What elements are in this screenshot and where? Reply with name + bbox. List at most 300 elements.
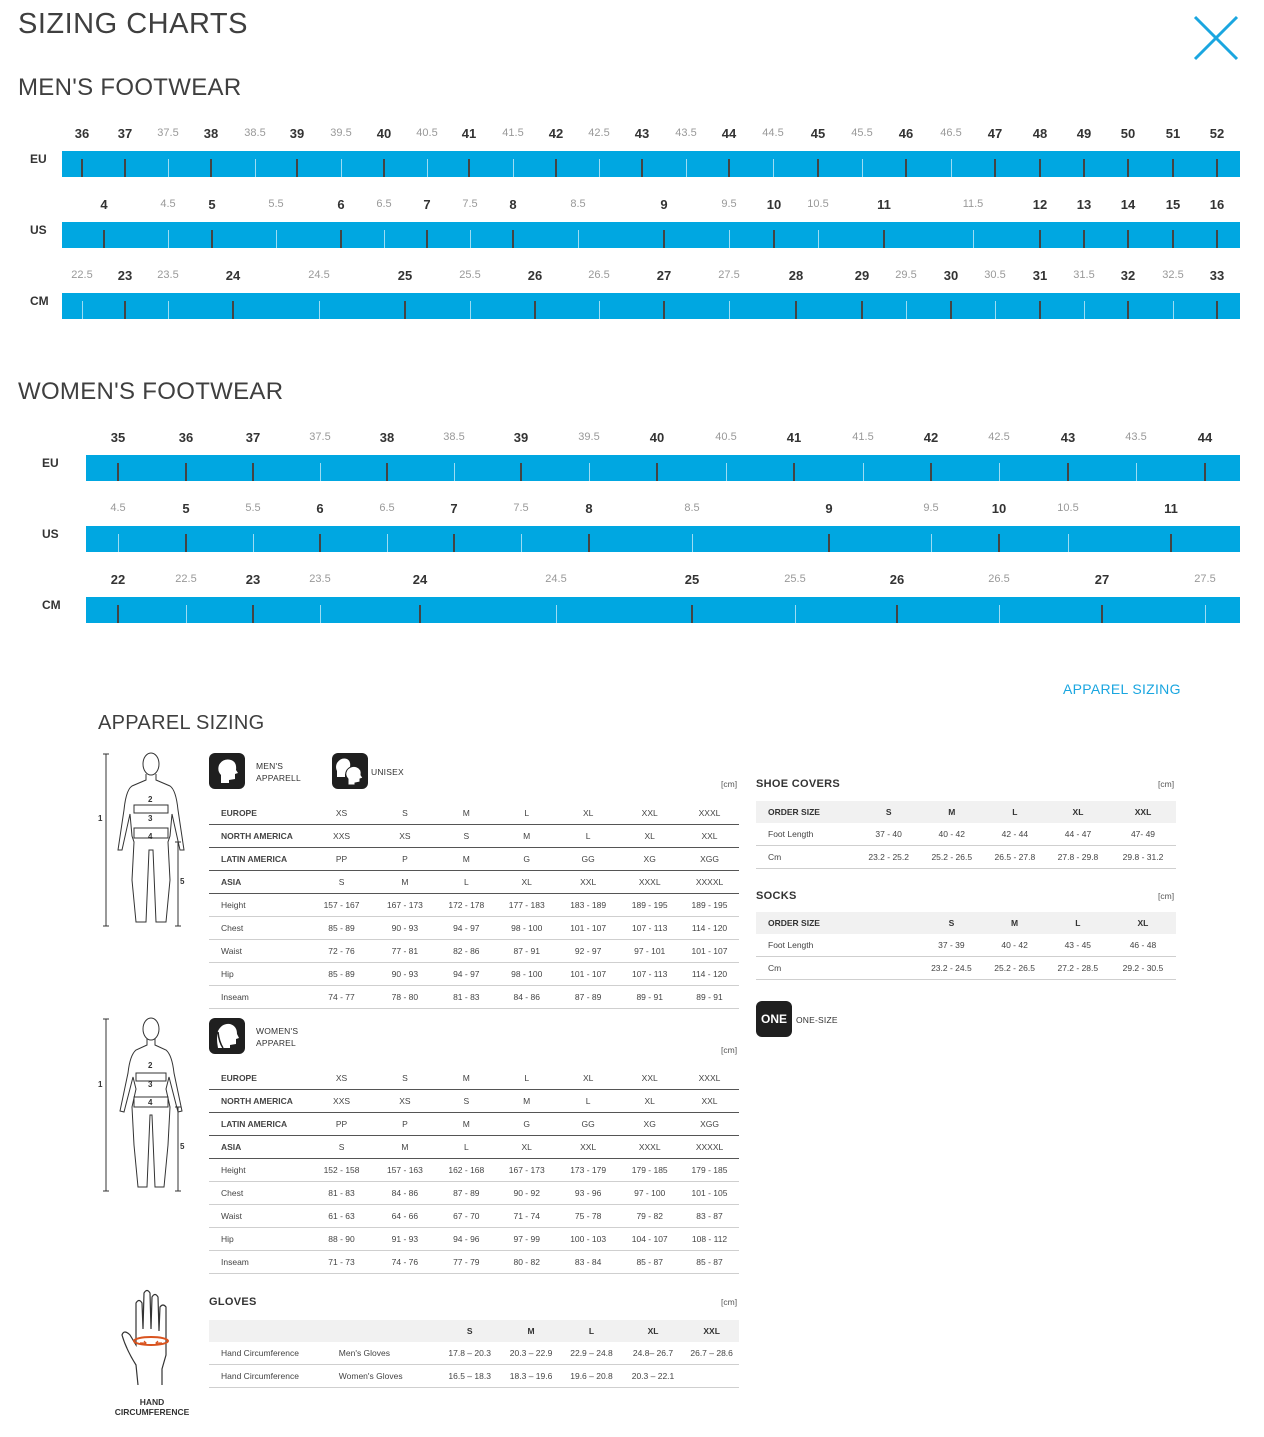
table-cell: 97 - 101 [619, 940, 680, 963]
womens-size-tick [1101, 605, 1103, 623]
mens-size-tick [383, 159, 385, 177]
table-cell: 27.2 - 28.5 [1046, 957, 1110, 980]
table-cell: LATIN AMERICA [209, 848, 309, 871]
mens-size-tick [470, 301, 471, 319]
table-cell: 84 - 86 [497, 986, 557, 1009]
mens-size-label: 45.5 [851, 127, 873, 139]
womens-size-label: 27.5 [1194, 573, 1216, 585]
table-cell: XS [374, 825, 436, 848]
mens-size-label: 37.5 [157, 127, 179, 139]
womens-size-tick [252, 605, 254, 623]
womens-size-tick [185, 534, 187, 552]
mens-size-tick [341, 159, 342, 177]
socks-title: SOCKS [756, 890, 797, 902]
womens-size-label: 41.5 [852, 431, 874, 443]
table-cell: L [497, 1067, 557, 1090]
table-cell: 101 - 107 [680, 940, 739, 963]
womens-size-tick [999, 463, 1000, 481]
mens-size-tick [168, 230, 169, 248]
mens-size-label: 30 [943, 268, 959, 283]
mens-size-tick [255, 159, 256, 177]
womens-scale-label-cm: CM [42, 598, 61, 612]
table-cell: M [497, 825, 557, 848]
mens-scale-bar-us [62, 222, 1240, 248]
mens-size-label: 44 [721, 126, 737, 141]
table-row [209, 1182, 739, 1205]
mens-size-label: 22.5 [71, 269, 93, 281]
table-cell: S [309, 871, 373, 894]
table-cell: Waist [209, 940, 309, 963]
figure-label-4: 4 [148, 832, 153, 841]
womens-size-label: 40 [649, 430, 665, 445]
mens-size-label: 5 [208, 197, 216, 212]
table-cell: XXL [619, 802, 680, 825]
womens-size-tick [387, 534, 388, 552]
table-cell: 114 - 120 [680, 963, 739, 986]
table-row [209, 1342, 739, 1365]
table-cell: M [436, 848, 496, 871]
table-cell: 98 - 100 [497, 917, 557, 940]
womens-size-tick [1067, 463, 1069, 481]
table-cell: L [436, 1136, 496, 1159]
table-cell: S [436, 825, 496, 848]
mens-size-tick [1172, 159, 1174, 177]
table-cell: 90 - 93 [374, 917, 436, 940]
table-cell: S [309, 1136, 373, 1159]
table-cell: Cm [756, 957, 858, 980]
womens-scale-bar-cm [86, 597, 1240, 623]
table-cell: 189 - 195 [680, 894, 739, 917]
womens-size-label: 37.5 [309, 431, 331, 443]
table-cell: PP [309, 1113, 373, 1136]
mens-size-label: 11 [877, 197, 891, 212]
table-cell: 74 - 76 [374, 1251, 436, 1274]
socks-unit-label: [cm] [1158, 891, 1175, 901]
womens-size-label: 11 [1164, 501, 1178, 516]
womens-size-label: 9.5 [923, 502, 939, 514]
mens-size-label: 29.5 [895, 269, 917, 281]
table-cell: 29.2 - 30.5 [1110, 957, 1176, 980]
table-cell: Waist [209, 1205, 309, 1228]
mens-size-tick [555, 159, 557, 177]
womens-size-label: 22.5 [175, 573, 197, 585]
table-cell: XGG [680, 1113, 739, 1136]
table-cell: 88 - 90 [309, 1228, 373, 1251]
womens-size-tick [252, 463, 254, 481]
table-cell: 40 - 42 [920, 823, 984, 846]
mens-size-label: 8.5 [570, 198, 586, 210]
table-cell: XL [622, 1320, 685, 1342]
mens-size-tick [973, 230, 974, 248]
apparel-sizing-link[interactable]: APPAREL SIZING [1063, 681, 1181, 697]
table-cell: NORTH AMERICA [209, 1090, 309, 1113]
mens-size-label: 51 [1165, 126, 1181, 141]
table-cell: XL [1046, 801, 1110, 823]
mens-size-label: 11.5 [962, 198, 984, 210]
table-cell: 46 - 48 [1110, 934, 1176, 957]
table-cell: 152 - 158 [309, 1159, 373, 1182]
table-cell: M [436, 1113, 496, 1136]
womens-size-label: 37 [245, 430, 261, 445]
mens-size-label: 40 [376, 126, 392, 141]
table-cell: XXL [680, 1090, 739, 1113]
table-cell: Men's Gloves [339, 1342, 439, 1365]
mens-size-label: 9.5 [721, 198, 737, 210]
table-cell: 16.5 – 18.3 [438, 1365, 500, 1388]
close-button[interactable] [1192, 14, 1240, 62]
womens-size-label: 42.5 [988, 431, 1010, 443]
womens-size-tick [186, 605, 187, 623]
table-cell: GG [557, 1113, 619, 1136]
womens-size-label: 26 [889, 572, 905, 587]
mens-size-tick [861, 301, 863, 319]
mens-size-label: 48 [1032, 126, 1048, 141]
mens-size-label: 46 [898, 126, 914, 141]
mens-size-tick [232, 301, 234, 319]
womens-scale-bar-eu [86, 455, 1240, 481]
gloves-table [209, 1320, 739, 1388]
close-icon [1192, 14, 1240, 62]
womens-size-label: 39 [513, 430, 529, 445]
mens-size-label: 32 [1120, 268, 1136, 283]
womens-size-label: 7.5 [513, 502, 529, 514]
table-cell: NORTH AMERICA [209, 825, 309, 848]
womens-size-tick [1068, 534, 1069, 552]
mens-size-label: 26.5 [588, 269, 610, 281]
table-cell: XXXL [680, 802, 739, 825]
womens-size-tick [454, 463, 455, 481]
table-cell: 108 - 112 [680, 1228, 739, 1251]
mens-size-tick [319, 301, 320, 319]
mens-size-tick [1216, 159, 1218, 177]
womens-size-label: 39.5 [578, 431, 600, 443]
mens-size-tick [384, 230, 385, 248]
mens-size-tick [641, 159, 643, 177]
womens-size-label: 43 [1060, 430, 1076, 445]
mens-size-label: 9 [660, 197, 668, 212]
table-cell: XG [619, 1113, 680, 1136]
table-cell: XXL [557, 871, 619, 894]
table-cell: EUROPE [209, 802, 309, 825]
table-cell: 179 - 185 [680, 1159, 739, 1182]
mens-size-label: 52 [1209, 126, 1225, 141]
mens-size-tick [817, 159, 819, 177]
mens-size-label: 47 [987, 126, 1003, 141]
mens-size-tick [1084, 301, 1085, 319]
mens-size-label: 37 [117, 126, 133, 141]
womens-size-tick [692, 534, 693, 552]
table-cell: 97 - 100 [619, 1182, 680, 1205]
table-row [209, 986, 739, 1009]
table-row [209, 848, 739, 871]
table-cell: 101 - 107 [557, 963, 619, 986]
mens-size-tick [818, 230, 819, 248]
mens-size-tick [1216, 230, 1218, 248]
table-cell: M [436, 802, 496, 825]
womens-size-tick [1136, 463, 1137, 481]
table-cell: 81 - 83 [436, 986, 496, 1009]
mens-size-tick [599, 301, 600, 319]
table-row [209, 940, 739, 963]
mens-size-label: 49 [1076, 126, 1092, 141]
mens-size-label: 31.5 [1073, 269, 1095, 281]
mens-size-tick [427, 159, 428, 177]
mens-size-tick [426, 230, 428, 248]
table-cell: XL [1110, 912, 1176, 934]
male-head-icon [209, 753, 245, 789]
mens-size-tick [995, 301, 996, 319]
table-row [209, 1228, 739, 1251]
mens-size-label: 24.5 [308, 269, 330, 281]
womens-size-tick [118, 534, 119, 552]
figure-label-3: 3 [148, 814, 153, 823]
table-cell: L [1046, 912, 1110, 934]
table-cell: 42 - 44 [984, 823, 1046, 846]
table-cell: 89 - 91 [619, 986, 680, 1009]
mens-size-label: 29 [854, 268, 870, 283]
mens-size-tick [883, 230, 885, 248]
table-cell: XGG [680, 848, 739, 871]
table-cell: PP [309, 848, 373, 871]
mens-size-label: 44.5 [762, 127, 784, 139]
mens-size-tick [210, 159, 212, 177]
table-cell: 43 - 45 [1046, 934, 1110, 957]
table-cell: 104 - 107 [619, 1228, 680, 1251]
figure-label-5: 5 [180, 877, 185, 886]
table-cell: 83 - 84 [557, 1251, 619, 1274]
table-cell: 27.8 - 29.8 [1046, 846, 1110, 869]
shoe-covers-unit-label: [cm] [1158, 779, 1175, 789]
table-cell: 87 - 89 [557, 986, 619, 1009]
mens-size-label: 45 [810, 126, 826, 141]
womens-size-tick [793, 463, 795, 481]
table-cell: Chest [209, 1182, 309, 1205]
table-cell: Height [209, 1159, 309, 1182]
mens-size-tick [994, 159, 996, 177]
table-cell: EUROPE [209, 1067, 309, 1090]
table-cell: 85 - 87 [680, 1251, 739, 1274]
gloves-title: GLOVES [209, 1296, 257, 1308]
table-cell: 157 - 163 [374, 1159, 436, 1182]
table-cell: XXXL [680, 1067, 739, 1090]
mens-size-tick [773, 159, 774, 177]
mens-apparel-badge [209, 753, 245, 789]
mens-size-tick [1039, 230, 1041, 248]
mens-scale-label-cm: CM [30, 294, 49, 308]
table-row [209, 894, 739, 917]
womens-size-tick [863, 463, 864, 481]
womens-size-label: 5.5 [245, 502, 261, 514]
mens-size-label: 38 [203, 126, 219, 141]
table-cell: 94 - 97 [436, 917, 496, 940]
table-cell: 172 - 178 [436, 894, 496, 917]
table-cell: XXL [680, 825, 739, 848]
unisex-heads-icon [332, 753, 368, 789]
womens-apparel-label: WOMEN'S APPAREL [256, 1026, 299, 1048]
table-cell: Height [209, 894, 309, 917]
mens-size-label: 23 [117, 268, 133, 283]
womens-footwear-title: WOMEN'S FOOTWEAR [18, 378, 284, 405]
table-cell: 24.8– 26.7 [622, 1342, 685, 1365]
table-cell: M [374, 1136, 436, 1159]
table-cell: XXXL [619, 1136, 680, 1159]
mens-size-label: 25.5 [459, 269, 481, 281]
table-cell: 107 - 113 [619, 917, 680, 940]
mens-size-label: 32.5 [1162, 269, 1184, 281]
mens-size-label: 26 [527, 268, 543, 283]
one-size-badge: ONE [756, 1001, 792, 1037]
page-title: SIZING CHARTS [18, 8, 248, 40]
womens-size-label: 41 [786, 430, 802, 445]
table-cell: 40 - 42 [983, 934, 1045, 957]
mens-size-label: 15 [1165, 197, 1181, 212]
mens-size-tick [578, 230, 579, 248]
table-cell: L [561, 1320, 621, 1342]
table-cell: 37 - 39 [919, 934, 983, 957]
table-cell: Hand Circumference [209, 1365, 339, 1388]
table-cell: 97 - 99 [497, 1228, 557, 1251]
table-cell: 189 - 195 [619, 894, 680, 917]
mens-size-label: 41.5 [502, 127, 524, 139]
womens-size-label: 23.5 [309, 573, 331, 585]
womens-size-label: 44 [1197, 430, 1213, 445]
table-cell: 84 - 86 [374, 1182, 436, 1205]
mens-size-tick [124, 301, 126, 319]
table-cell: 17.8 – 20.3 [438, 1342, 500, 1365]
table-row [209, 1067, 739, 1090]
womens-size-label: 36 [178, 430, 194, 445]
womens-size-label: 26.5 [988, 573, 1010, 585]
table-row [209, 1365, 739, 1388]
mens-size-tick [951, 159, 952, 177]
mens-size-tick [795, 301, 797, 319]
mens-size-label: 43 [634, 126, 650, 141]
female-body-icon [96, 1015, 196, 1197]
mens-size-tick [81, 159, 83, 177]
table-cell [684, 1365, 739, 1388]
mens-size-label: 28 [788, 268, 804, 283]
mens-size-tick [340, 230, 342, 248]
table-cell: XS [309, 802, 373, 825]
womens-size-tick [556, 605, 557, 623]
mens-size-tick [296, 159, 298, 177]
mens-size-tick [773, 230, 775, 248]
mens-size-label: 23.5 [157, 269, 179, 281]
table-cell: S [858, 801, 920, 823]
womens-size-tick [999, 605, 1000, 623]
table-cell: 107 - 113 [619, 963, 680, 986]
womens-size-tick [386, 463, 388, 481]
womens-size-label: 8.5 [684, 502, 700, 514]
mens-size-tick [124, 159, 126, 177]
table-cell: 80 - 82 [497, 1251, 557, 1274]
table-cell: 85 - 87 [619, 1251, 680, 1274]
figure-label-2: 2 [148, 1061, 153, 1070]
womens-size-tick [726, 463, 727, 481]
table-cell: S [436, 1090, 496, 1113]
mens-size-tick [468, 159, 470, 177]
mens-size-label: 43.5 [675, 127, 697, 139]
womens-size-label: 9 [825, 501, 833, 516]
womens-size-label: 24 [412, 572, 428, 587]
table-row [209, 917, 739, 940]
mens-size-label: 42.5 [588, 127, 610, 139]
table-cell: XL [557, 1067, 619, 1090]
womens-size-tick [795, 605, 796, 623]
table-cell: Foot Length [756, 823, 858, 846]
table-cell: XXS [309, 1090, 373, 1113]
table-cell: 87 - 89 [436, 1182, 496, 1205]
table-cell: 81 - 83 [309, 1182, 373, 1205]
table-cell: XXS [309, 825, 373, 848]
womens-size-tick [320, 605, 321, 623]
womens-size-label: 38 [379, 430, 395, 445]
table-cell: G [497, 848, 557, 871]
table-cell: 85 - 89 [309, 917, 373, 940]
table-cell: Inseam [209, 1251, 309, 1274]
mens-size-tick [534, 301, 536, 319]
table-cell: 101 - 105 [680, 1182, 739, 1205]
womens-size-label: 5 [182, 501, 190, 516]
table-cell: XL [619, 825, 680, 848]
mens-size-tick [862, 159, 863, 177]
table-row [209, 1113, 739, 1136]
table-cell: 71 - 73 [309, 1251, 373, 1274]
table-cell: Hip [209, 963, 309, 986]
mens-size-label: 40.5 [416, 127, 438, 139]
figure-label-3: 3 [148, 1080, 153, 1089]
womens-size-label: 8 [585, 501, 593, 516]
table-cell: XL [619, 1090, 680, 1113]
mens-size-label: 39 [289, 126, 305, 141]
table-row [756, 912, 1176, 934]
womens-body-figure [96, 1015, 196, 1202]
womens-size-label: 10 [991, 501, 1007, 516]
mens-size-label: 6.5 [376, 198, 392, 210]
mens-size-tick [1172, 230, 1174, 248]
mens-size-label: 27 [656, 268, 672, 283]
table-cell: L [497, 802, 557, 825]
mens-size-label: 46.5 [940, 127, 962, 139]
womens-size-tick [419, 605, 421, 623]
mens-size-tick [103, 230, 105, 248]
womens-size-label: 6 [316, 501, 324, 516]
table-cell: GG [557, 848, 619, 871]
table-row [209, 963, 739, 986]
table-cell: P [374, 1113, 436, 1136]
table-cell: Foot Length [756, 934, 858, 957]
table-cell: 167 - 173 [497, 1159, 557, 1182]
table-cell: 47- 49 [1110, 823, 1176, 846]
mens-size-label: 31 [1032, 268, 1048, 283]
womens-size-tick [998, 534, 1000, 552]
hand-figure [118, 1285, 184, 1396]
mens-size-tick [905, 159, 907, 177]
table-cell: XXL [684, 1320, 739, 1342]
womens-size-label: 40.5 [715, 431, 737, 443]
mens-body-figure [96, 750, 196, 937]
table-cell: M [501, 1320, 561, 1342]
womens-size-tick [1204, 463, 1206, 481]
table-cell: 85 - 89 [309, 963, 373, 986]
womens-size-label: 10.5 [1057, 502, 1079, 514]
mens-size-label: 36 [74, 126, 90, 141]
table-cell: 183 - 189 [557, 894, 619, 917]
table-cell: 90 - 92 [497, 1182, 557, 1205]
womens-size-label: 43.5 [1125, 431, 1147, 443]
mens-size-label: 10 [766, 197, 782, 212]
womens-size-tick [896, 605, 898, 623]
